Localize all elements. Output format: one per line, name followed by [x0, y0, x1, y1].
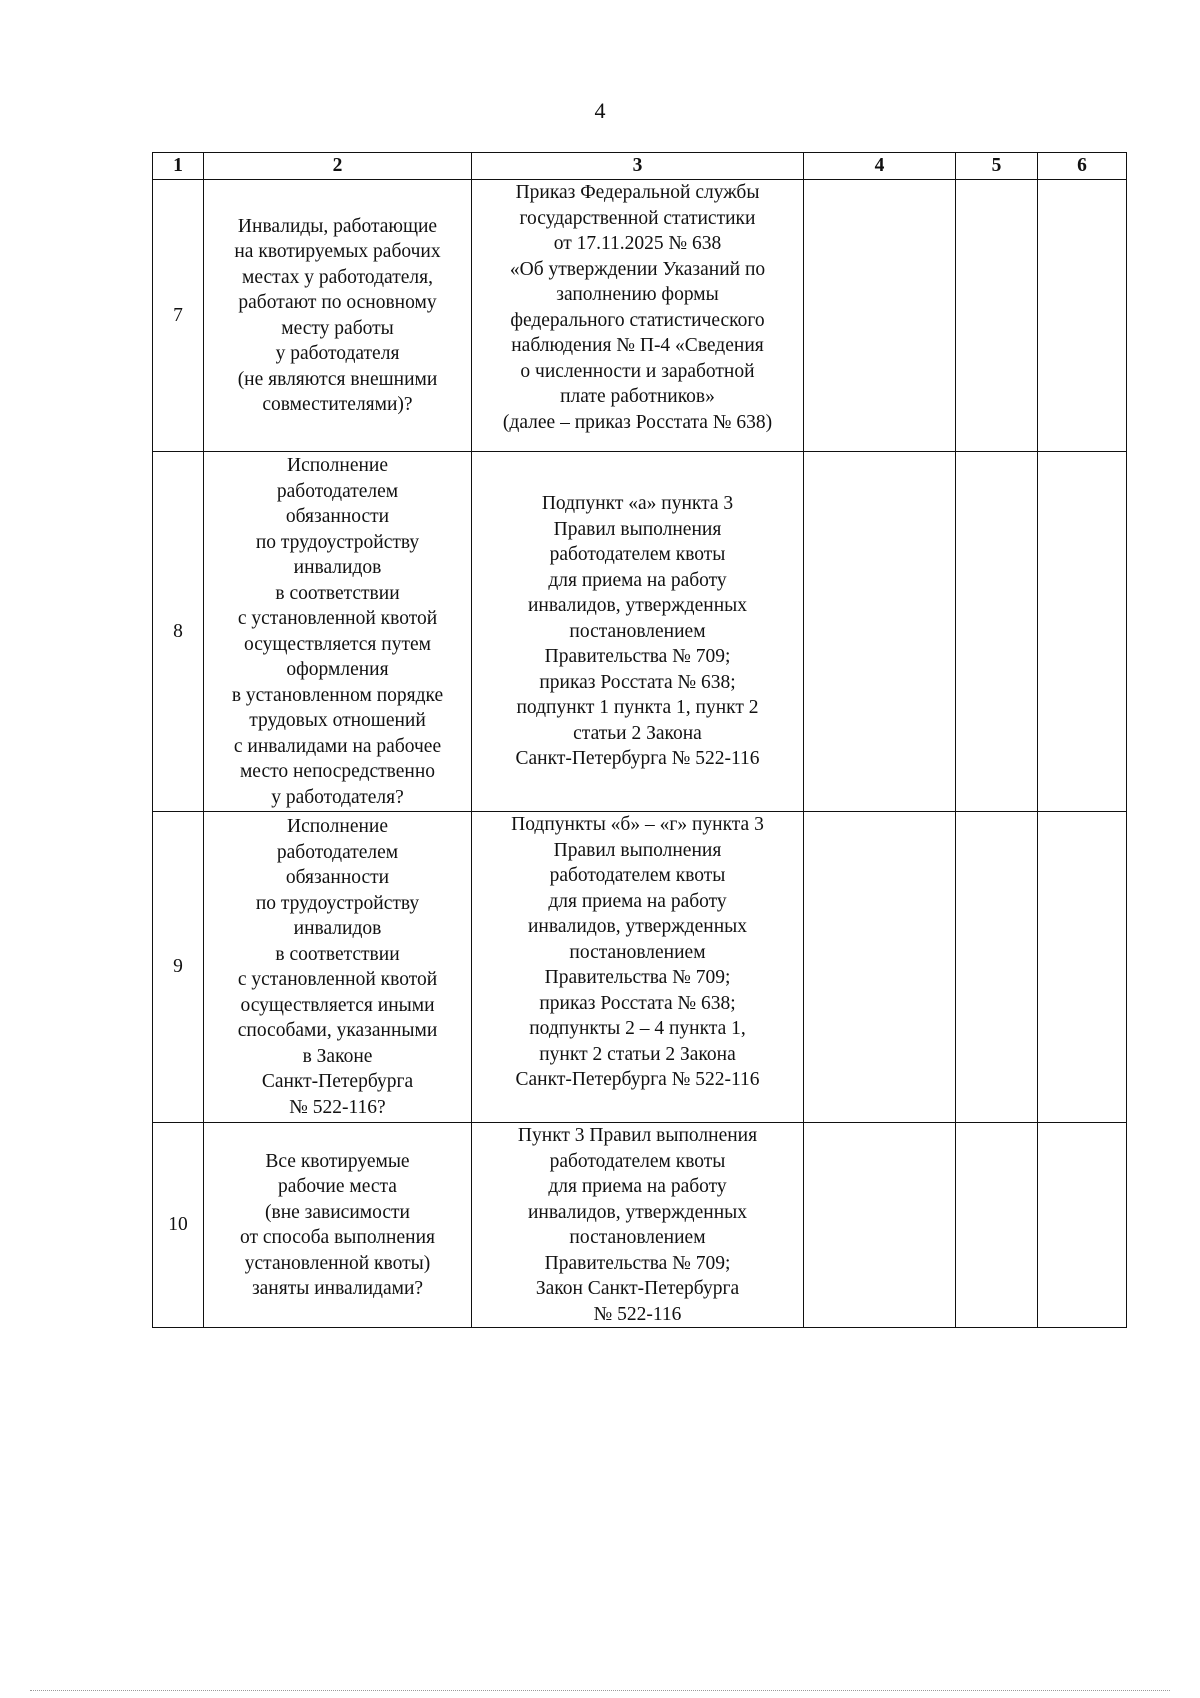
row-number: 8: [153, 452, 204, 812]
column-header-1: 1: [153, 153, 204, 180]
row-number: 9: [153, 812, 204, 1123]
column-header-2: 2: [204, 153, 472, 180]
checklist-table: [152, 152, 1127, 1328]
answer-cell-5: [956, 812, 1038, 1123]
table-row: [153, 812, 1127, 1123]
answer-cell-5: [956, 1123, 1038, 1328]
table-row: [153, 452, 1127, 812]
question-cell: Все квотируемые рабочие места (вне зависимости от способа выполнения установленной квоты) заняты инвалидами?: [204, 1123, 472, 1328]
question-cell: Исполнение работодателем обязанности по трудоустройству инвалидов в соответствии с установленной квотой осуществляется иными способами, указанными в Законе Санкт-Петербурга № 522-116?: [204, 812, 472, 1123]
reference-cell: Подпункты «б» – «г» пункта 3 Правил выполнения работодателем квоты для приема на работу инвалидов, утвержденных постановлением Правительства № 709; приказ Росстата № 638; подпункты 2 – 4 пункта 1, пункт 2 статьи 2 Закона Санкт-Петербурга № 522-116: [472, 812, 804, 1123]
answer-cell-6: [1038, 812, 1127, 1123]
answer-cell-4: [804, 452, 956, 812]
page-number: 4: [594, 98, 606, 123]
reference-cell: Приказ Федеральной службы государственной статистики от 17.11.2025 № 638 «Об утверждении Указаний по заполнению формы федерального статистического наблюдения № П-4 «Сведения о численности и заработной плате работников» (далее – приказ Росстата № 638): [472, 180, 804, 452]
answer-cell-6: [1038, 452, 1127, 812]
reference-cell: Пункт 3 Правил выполнения работодателем квоты для приема на работу инвалидов, утвержденных постановлением Правительства № 709; Закон Санкт-Петербурга № 522-116: [472, 1123, 804, 1328]
answer-cell-4: [804, 180, 956, 452]
column-header-5: 5: [956, 153, 1038, 180]
table-row: [153, 1123, 1127, 1328]
answer-cell-5: [956, 452, 1038, 812]
question-cell: Исполнение работодателем обязанности по трудоустройству инвалидов в соответствии с установленной квотой осуществляется путем оформления в установленном порядке трудовых отношений с инвалидами на рабочее место непосредственно у работодателя?: [204, 452, 472, 812]
row-number: 10: [153, 1123, 204, 1328]
column-header-6: 6: [1038, 153, 1127, 180]
column-header-4: 4: [804, 153, 956, 180]
answer-cell-6: [1038, 180, 1127, 452]
answer-cell-6: [1038, 1123, 1127, 1328]
table-row: [153, 180, 1127, 452]
column-header-3: 3: [472, 153, 804, 180]
answer-cell-4: [804, 812, 956, 1123]
row-number: 7: [153, 180, 204, 452]
table-header-row: [153, 153, 1127, 180]
answer-cell-4: [804, 1123, 956, 1328]
answer-cell-5: [956, 180, 1038, 452]
question-cell: Инвалиды, работающие на квотируемых рабочих местах у работодателя, работают по основному месту работы у работодателя (не являются внешними совместителями)?: [204, 180, 472, 452]
scan-artifact-line: [30, 1690, 1170, 1692]
reference-cell: Подпункт «а» пункта 3 Правил выполнения работодателем квоты для приема на работу инвалидов, утвержденных постановлением Правительства № 709; приказ Росстата № 638; подпункт 1 пункта 1, пункт 2 статьи 2 Закона Санкт-Петербурга № 522-116: [472, 452, 804, 812]
